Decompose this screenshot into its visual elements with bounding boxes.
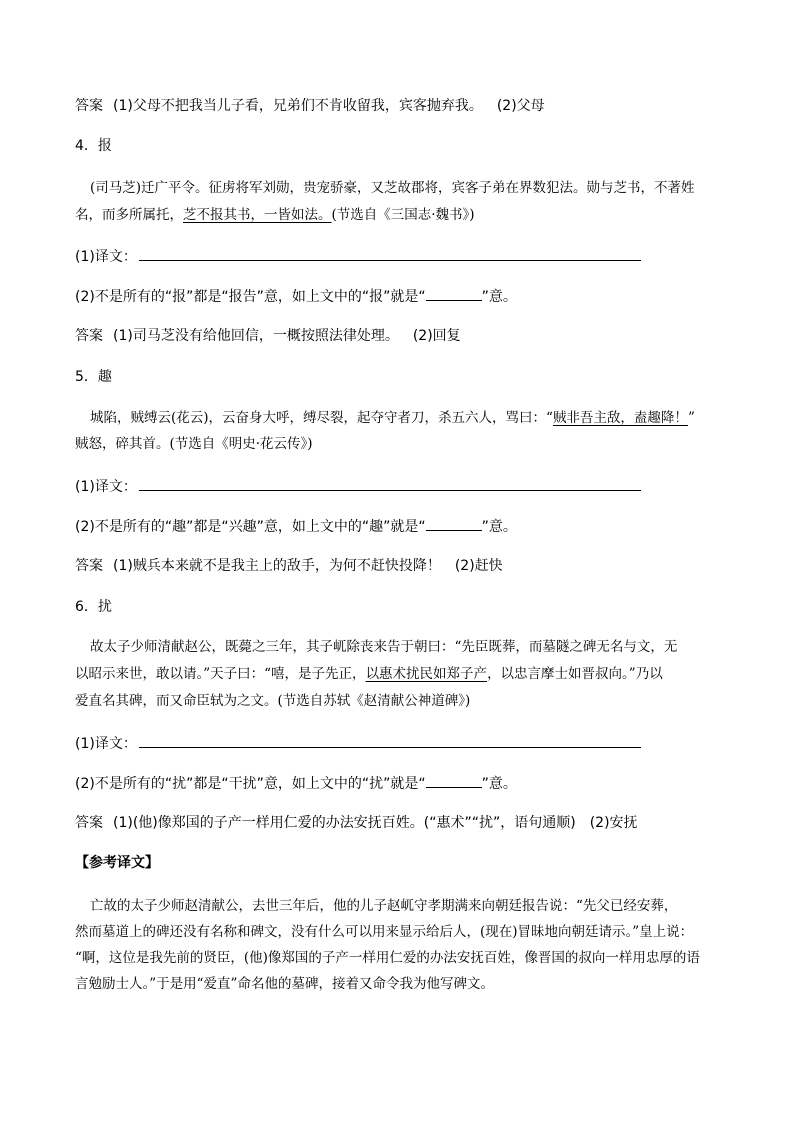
meaning-blank[interactable] <box>426 773 482 788</box>
q4-passage-text: 名，而多所属托， <box>75 207 183 223</box>
answer-part-2: (2)父母 <box>496 98 545 114</box>
answer-part-2: (2)赶快 <box>454 558 503 574</box>
q5-passage-line-2: 贼怒，碎其首。(节选自《明史·花云传》) <box>75 436 313 452</box>
answer-text: (1)(他)像郑国的子产一样用仁爱的办法安抚百姓。(“惠术”“扰”，语句通顺) <box>113 815 576 831</box>
answer-text: (1)贼兵本来就不是我主上的敌手，为何不赶快投降！ <box>113 558 441 574</box>
reference-line-2: 然而墓道上的碑还没有名称和碑文，没有什么可以用来显示给后人，(现在)冒昧地向朝廷请示。”皇上说： <box>75 924 694 940</box>
answer-part-2: (2)安抚 <box>589 815 638 831</box>
q5-question-2 <box>75 516 517 537</box>
reference-line-4: 言勉励士人。”于是用“爱直”命名他的墓碑，接着又命令我为他写碑文。 <box>75 976 494 992</box>
q6-passage-line-2 <box>75 664 663 684</box>
reference-line-3: “啊，这位是我先前的贤臣，(他)像郑国的子产一样用仁爱的办法安抚百姓，像晋国的叔向一样用忠厚的语 <box>75 950 700 966</box>
q6-question-2-end: ”意。 <box>481 776 517 792</box>
q5-underlined-sentence: 贼非吾主敌，盍趣降！ <box>552 410 688 426</box>
q4-source: (节选自《三国志·魏书》) <box>331 207 475 223</box>
question-6-heading: 6．扰 <box>75 599 112 615</box>
q6-passage-text-end: ，以忠言摩士如晋叔向。”乃以 <box>487 666 663 682</box>
translate-label: (1)译文： <box>75 479 137 495</box>
q5-answer-line <box>75 556 503 576</box>
q4-answer-line <box>75 326 461 346</box>
q6-underlined-sentence: 以惠术扰民如郑子产 <box>365 666 488 682</box>
answer-text: (1)父母不把我当儿子看，兄弟们不肯收留我，宾客抛弃我。 <box>113 98 483 114</box>
answer-line <box>75 96 545 116</box>
q6-answer-line <box>75 813 638 833</box>
answer-label: 答案 <box>75 558 103 574</box>
q6-question-2 <box>75 773 517 794</box>
meaning-blank[interactable] <box>426 516 482 531</box>
q6-translate-line <box>75 733 641 754</box>
q5-passage-text: 城陷，贼缚云(花云)，云奋身大呼，缚尽裂，起夺守者刀，杀五六人，骂曰：“ <box>90 410 553 426</box>
q6-passage-text: 以昭示来世，敢以请。”天子曰：“嘻，是子先正， <box>75 666 366 682</box>
q5-translate-line <box>75 476 641 497</box>
answer-label: 答案 <box>75 98 103 114</box>
translate-label: (1)译文： <box>75 249 137 265</box>
q4-question-2-end: ”意。 <box>481 289 517 305</box>
answer-text: (1)司马芝没有给他回信，一概按照法律处理。 <box>113 328 399 344</box>
q4-question-2 <box>75 286 517 307</box>
q5-question-2-end: ”意。 <box>481 519 517 535</box>
q4-translate-line <box>75 246 641 267</box>
question-5-heading: 5．趣 <box>75 369 112 385</box>
translation-blank[interactable] <box>139 246 641 261</box>
q4-question-2-text: (2)不是所有的“报”都是“报告”意，如上文中的“报”就是“ <box>75 289 426 305</box>
q6-passage-line-3: 爱直名其碑，而又命臣轼为之文。(节选自苏轼《赵清献公神道碑》) <box>75 693 471 709</box>
translation-blank[interactable] <box>139 733 641 748</box>
answer-label: 答案 <box>75 815 103 831</box>
q5-quote-end: ” <box>687 410 695 426</box>
q4-passage-line-2 <box>75 205 475 225</box>
answer-part-2: (2)回复 <box>412 328 461 344</box>
translate-label: (1)译文： <box>75 736 137 752</box>
q6-passage-line-1: 故太子少师清献赵公，既薨之三年，其子屼除丧来告于朝曰：“先臣既葬，而墓隧之碑无名与文，无 <box>90 639 678 655</box>
question-4-heading: 4．报 <box>75 138 112 154</box>
q5-passage-line-1 <box>90 408 695 428</box>
reference-translation-label: 【参考译文】 <box>75 855 159 871</box>
q4-underlined-sentence: 芝不报其书，一皆如法。 <box>183 207 332 223</box>
q6-question-2-text: (2)不是所有的“扰”都是“干扰”意，如上文中的“扰”就是“ <box>75 776 426 792</box>
reference-line-1: 亡故的太子少师赵清献公，去世三年后，他的儿子赵屼守孝期满来向朝廷报告说：“先父已经安葬， <box>90 898 678 914</box>
answer-label: 答案 <box>75 328 103 344</box>
meaning-blank[interactable] <box>426 286 482 301</box>
q5-question-2-text: (2)不是所有的“趣”都是“兴趣”意，如上文中的“趣”就是“ <box>75 519 426 535</box>
translation-blank[interactable] <box>139 476 641 491</box>
q4-passage-line-1: (司马芝)迁广平令。征虏将军刘勋，贵宠骄豪，又芝故郡将，宾客子弟在界数犯法。勋与芝书，不著姓 <box>90 180 695 196</box>
